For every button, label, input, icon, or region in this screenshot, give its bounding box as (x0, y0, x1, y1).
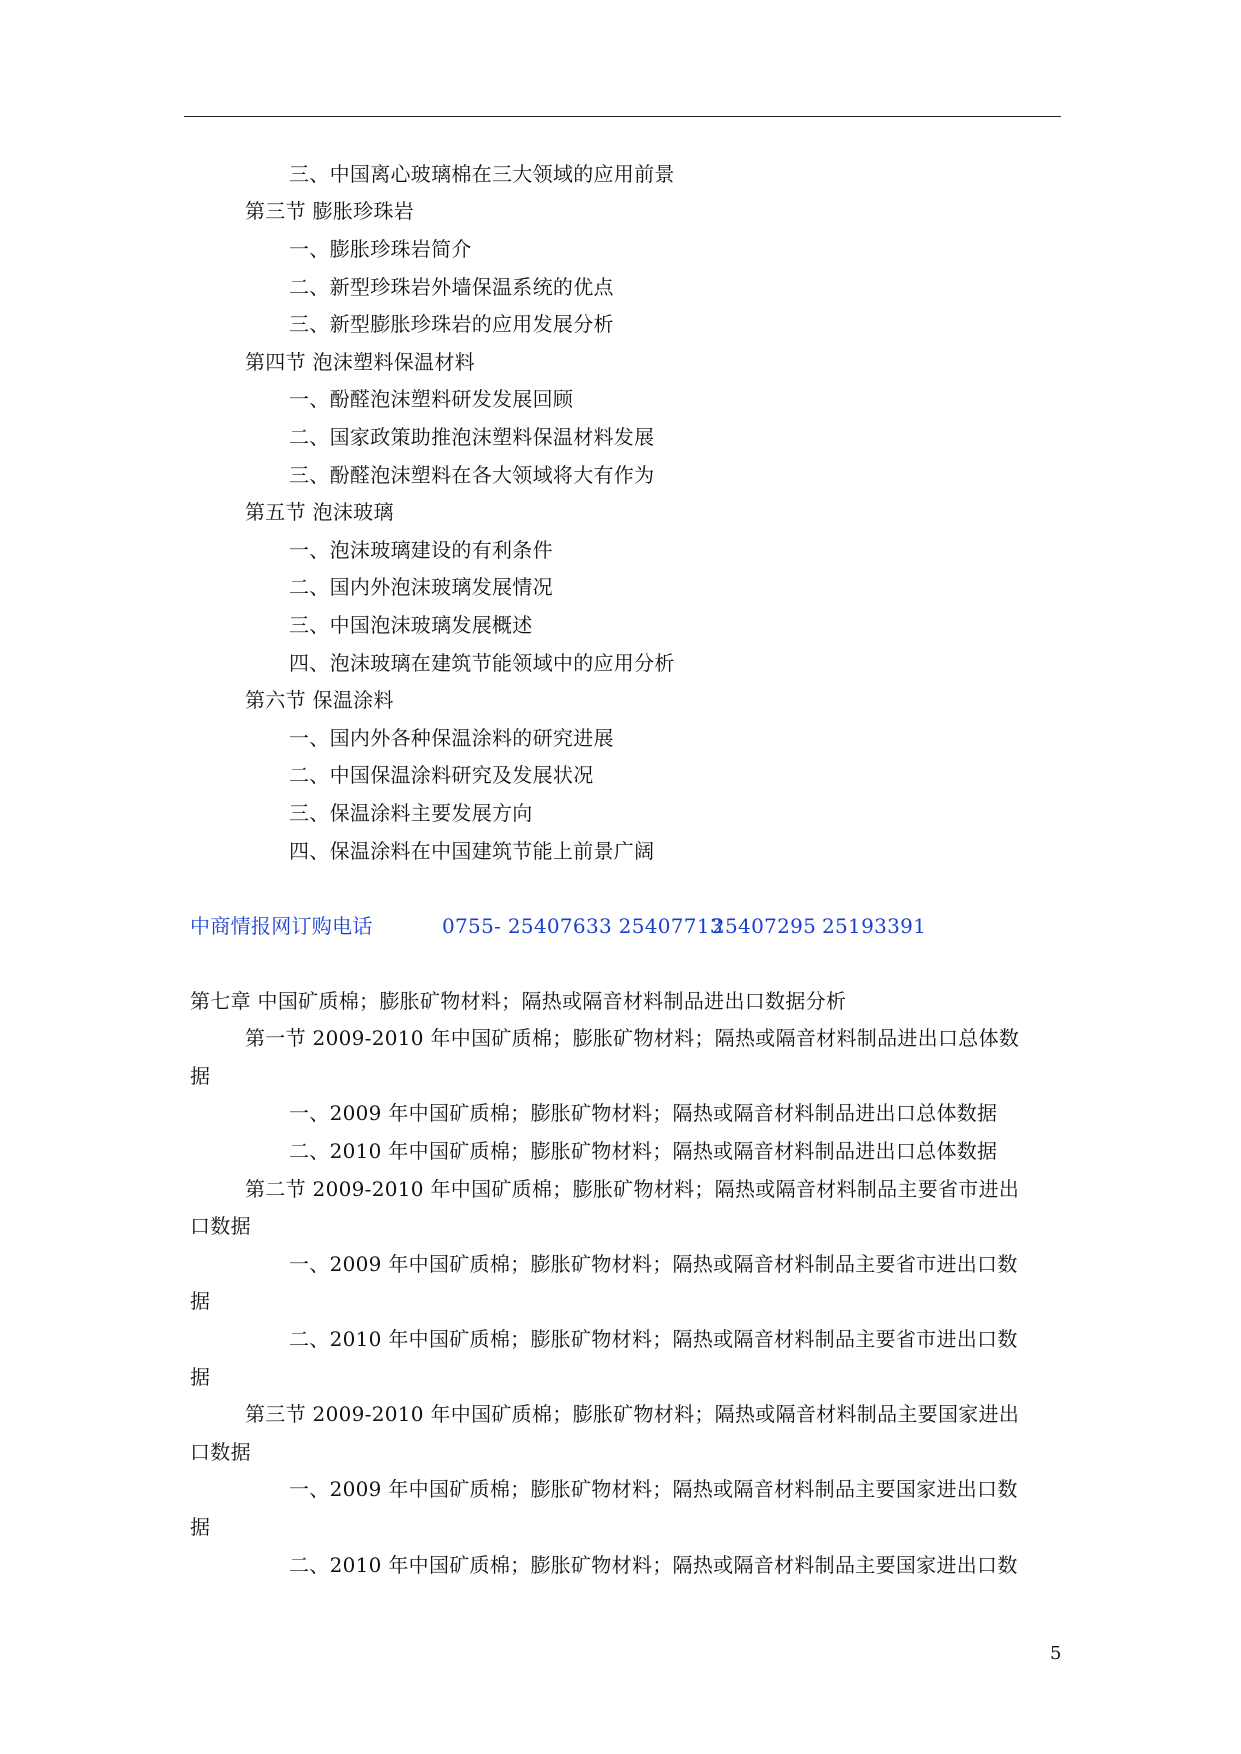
toc-section: 第四节 泡沫塑料保温材料 (245, 350, 475, 374)
toc-item: 二、国家政策助推泡沫塑料保温材料发展 (289, 425, 655, 449)
phone-number: 0755- 25407633 25407713 (442, 914, 723, 938)
toc-item: 三、新型膨胀珍珠岩的应用发展分析 (289, 312, 614, 336)
toc-item: 三、酚醛泡沫塑料在各大领域将大有作为 (289, 463, 655, 487)
toc-section: 第六节 保温涂料 (245, 688, 394, 712)
toc-wrap: 据 (190, 1289, 211, 1313)
toc-item: 三、中国离心玻璃棉在三大领域的应用前景 (289, 162, 675, 186)
toc-item: 二、新型珍珠岩外墙保温系统的优点 (289, 275, 614, 299)
toc-wrap: 据 (190, 1064, 211, 1088)
toc-item: 二、中国保温涂料研究及发展状况 (289, 763, 594, 787)
toc-item: 三、保温涂料主要发展方向 (289, 801, 533, 825)
toc-item: 一、国内外各种保温涂料的研究进展 (289, 726, 614, 750)
toc-section: 第二节 2009-2010 年中国矿质棉；膨胀矿物材料；隔热或隔音材料制品主要省市进出 (245, 1177, 1020, 1201)
toc-item: 一、酚醛泡沫塑料研发发展回顾 (289, 387, 574, 411)
toc-item: 四、泡沫玻璃在建筑节能领域中的应用分析 (289, 651, 675, 675)
toc-section: 第一节 2009-2010 年中国矿质棉；膨胀矿物材料；隔热或隔音材料制品进出口总体数 (245, 1026, 1020, 1050)
toc-item: 一、2009 年中国矿质棉；膨胀矿物材料；隔热或隔音材料制品主要国家进出口数 (289, 1477, 1018, 1501)
toc-item: 二、2010 年中国矿质棉；膨胀矿物材料；隔热或隔音材料制品主要国家进出口数 (289, 1553, 1018, 1577)
toc-item: 二、国内外泡沫玻璃发展情况 (289, 575, 553, 599)
toc-item: 二、2010 年中国矿质棉；膨胀矿物材料；隔热或隔音材料制品进出口总体数据 (289, 1139, 998, 1163)
toc-section: 第三节 膨胀珍珠岩 (245, 199, 415, 223)
order-phone-line (190, 914, 926, 938)
toc-item: 一、泡沫玻璃建设的有利条件 (289, 538, 553, 562)
header-rule (184, 116, 1061, 117)
toc-section: 第五节 泡沫玻璃 (245, 500, 394, 524)
toc-section: 第三节 2009-2010 年中国矿质棉；膨胀矿物材料；隔热或隔音材料制品主要国家进出 (245, 1402, 1020, 1426)
toc-wrap: 口数据 (190, 1214, 251, 1238)
toc-wrap: 据 (190, 1515, 211, 1539)
phone-number: 25193391 (822, 914, 927, 938)
chapter-title: 第七章 中国矿质棉；膨胀矿物材料；隔热或隔音材料制品进出口数据分析 (190, 989, 847, 1013)
toc-item: 一、膨胀珍珠岩简介 (289, 237, 472, 261)
toc-wrap: 据 (190, 1365, 211, 1389)
toc-item: 一、2009 年中国矿质棉；膨胀矿物材料；隔热或隔音材料制品主要省市进出口数 (289, 1252, 1018, 1276)
toc-item: 二、2010 年中国矿质棉；膨胀矿物材料；隔热或隔音材料制品主要省市进出口数 (289, 1327, 1018, 1351)
order-phone-label: 中商情报网订购电话 (190, 914, 373, 938)
phone-number: 25407295 (712, 914, 817, 938)
toc-item: 四、保温涂料在中国建筑节能上前景广阔 (289, 839, 655, 863)
toc-wrap: 口数据 (190, 1440, 251, 1464)
toc-item: 三、中国泡沫玻璃发展概述 (289, 613, 533, 637)
page-number: 5 (1050, 1643, 1062, 1664)
toc-item: 一、2009 年中国矿质棉；膨胀矿物材料；隔热或隔音材料制品进出口总体数据 (289, 1101, 998, 1125)
